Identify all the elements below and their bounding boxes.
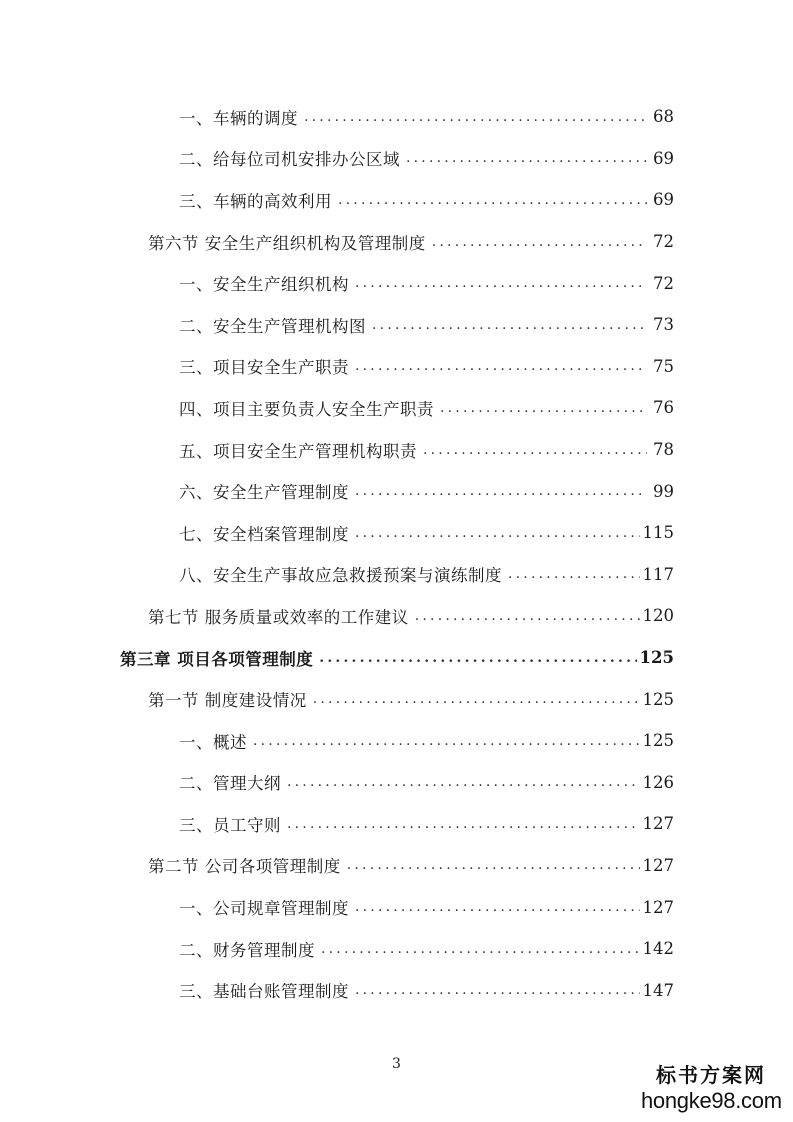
dot-leader bbox=[287, 816, 640, 832]
toc-entry[interactable] bbox=[0, 886, 793, 928]
toc-entry-page: 127 bbox=[642, 814, 674, 834]
toc-entry-title: 四、项目主要负责人安全生产职责 bbox=[179, 399, 434, 419]
toc-entry[interactable] bbox=[0, 845, 793, 887]
toc-entry-page: 68 bbox=[653, 107, 674, 127]
toc-entry[interactable] bbox=[0, 470, 793, 512]
toc-entry-title: 第二节 公司各项管理制度 bbox=[148, 857, 341, 877]
toc-entry-title: 八、安全生产事故应急救援预案与演练制度 bbox=[179, 566, 502, 586]
dot-leader bbox=[355, 275, 647, 291]
toc-entry-page: 73 bbox=[653, 315, 674, 335]
toc-entry-title: 三、车辆的高效利用 bbox=[179, 191, 332, 211]
toc-entry[interactable] bbox=[0, 678, 793, 720]
toc-entry-title: 三、基础台账管理制度 bbox=[179, 982, 349, 1002]
toc-entry[interactable] bbox=[0, 387, 793, 429]
dot-leader bbox=[321, 941, 640, 957]
dot-leader bbox=[355, 525, 640, 541]
dot-leader bbox=[347, 857, 640, 873]
dot-leader bbox=[406, 150, 647, 166]
toc-entry-title: 一、安全生产组织机构 bbox=[179, 275, 349, 295]
toc-entry-page: 127 bbox=[642, 897, 674, 917]
toc-entry-page: 147 bbox=[642, 980, 674, 1000]
toc-entry[interactable] bbox=[0, 221, 793, 263]
toc-entry-page: 69 bbox=[653, 148, 674, 168]
toc-entry-page: 125 bbox=[642, 731, 674, 751]
dot-leader bbox=[304, 109, 647, 125]
toc-entry-page: 117 bbox=[642, 564, 674, 584]
dot-leader bbox=[355, 358, 647, 374]
toc-entry[interactable] bbox=[0, 554, 793, 596]
toc-entry[interactable] bbox=[0, 928, 793, 970]
toc-entry[interactable] bbox=[0, 429, 793, 471]
dot-leader bbox=[319, 650, 636, 666]
toc-entry-page: 126 bbox=[642, 772, 674, 792]
toc-entry-page: 125 bbox=[642, 689, 674, 709]
toc-entry[interactable] bbox=[0, 304, 793, 346]
toc-entry-page: 142 bbox=[642, 939, 674, 959]
dot-leader bbox=[508, 566, 640, 582]
toc-entry-page: 72 bbox=[653, 232, 674, 252]
toc-entry-title: 一、车辆的调度 bbox=[179, 108, 298, 128]
toc-entry-page: 115 bbox=[642, 523, 674, 543]
dot-leader bbox=[313, 691, 640, 707]
dot-leader bbox=[355, 483, 647, 499]
toc-entry[interactable] bbox=[0, 96, 793, 138]
toc-entry-title: 第一节 制度建设情况 bbox=[148, 691, 307, 711]
toc-entry-page: 125 bbox=[639, 648, 674, 668]
dot-leader bbox=[440, 400, 647, 416]
toc-entry-page: 99 bbox=[653, 481, 674, 501]
toc-entry[interactable] bbox=[0, 179, 793, 221]
toc-entry-page: 127 bbox=[642, 855, 674, 875]
watermark-url: hongke98.com bbox=[641, 1088, 782, 1113]
toc-entry-title: 三、员工守则 bbox=[179, 815, 281, 835]
table-of-contents bbox=[0, 96, 793, 1011]
toc-entry[interactable] bbox=[0, 803, 793, 845]
toc-entry[interactable] bbox=[0, 762, 793, 804]
toc-entry-title: 二、财务管理制度 bbox=[179, 940, 315, 960]
toc-entry[interactable] bbox=[0, 138, 793, 180]
toc-entry[interactable] bbox=[0, 969, 793, 1011]
toc-entry-title: 第六节 安全生产组织机构及管理制度 bbox=[148, 233, 426, 253]
page-number: 3 bbox=[392, 1056, 401, 1072]
toc-entry[interactable] bbox=[0, 720, 793, 762]
toc-entry-title: 五、项目安全生产管理机构职责 bbox=[179, 441, 417, 461]
toc-entry-page: 69 bbox=[653, 190, 674, 210]
toc-entry[interactable] bbox=[0, 346, 793, 388]
toc-entry-title: 六、安全生产管理制度 bbox=[179, 483, 349, 503]
toc-entry-title: 第七节 服务质量或效率的工作建议 bbox=[148, 607, 409, 627]
toc-entry-title: 二、管理大纲 bbox=[179, 774, 281, 794]
dot-leader bbox=[253, 733, 640, 749]
toc-entry[interactable] bbox=[0, 512, 793, 554]
toc-entry-title: 二、给每位司机安排办公区域 bbox=[179, 150, 400, 170]
watermark bbox=[641, 1064, 781, 1114]
watermark-title: 标书方案网 bbox=[656, 1065, 766, 1087]
toc-chapter-entry[interactable] bbox=[0, 637, 793, 679]
toc-entry-page: 75 bbox=[653, 356, 674, 376]
dot-leader bbox=[355, 982, 640, 998]
toc-entry-page: 120 bbox=[642, 606, 674, 626]
dot-leader bbox=[355, 899, 640, 915]
toc-entry-title: 第三章 项目各项管理制度 bbox=[120, 649, 314, 669]
dot-leader bbox=[287, 774, 640, 790]
toc-entry[interactable] bbox=[0, 262, 793, 304]
dot-leader bbox=[372, 317, 647, 333]
toc-entry-title: 一、公司规章管理制度 bbox=[179, 899, 349, 919]
toc-entry-page: 72 bbox=[653, 273, 674, 293]
dot-leader bbox=[338, 192, 647, 208]
toc-entry[interactable] bbox=[0, 595, 793, 637]
toc-entry-title: 七、安全档案管理制度 bbox=[179, 524, 349, 544]
toc-entry-title: 三、项目安全生产职责 bbox=[179, 358, 349, 378]
toc-entry-page: 76 bbox=[653, 398, 674, 418]
dot-leader bbox=[432, 234, 647, 250]
dot-leader bbox=[423, 442, 647, 458]
toc-entry-page: 78 bbox=[653, 440, 674, 460]
toc-entry-title: 二、安全生产管理机构图 bbox=[179, 316, 366, 336]
toc-entry-title: 一、概述 bbox=[179, 732, 247, 752]
dot-leader bbox=[415, 608, 640, 624]
